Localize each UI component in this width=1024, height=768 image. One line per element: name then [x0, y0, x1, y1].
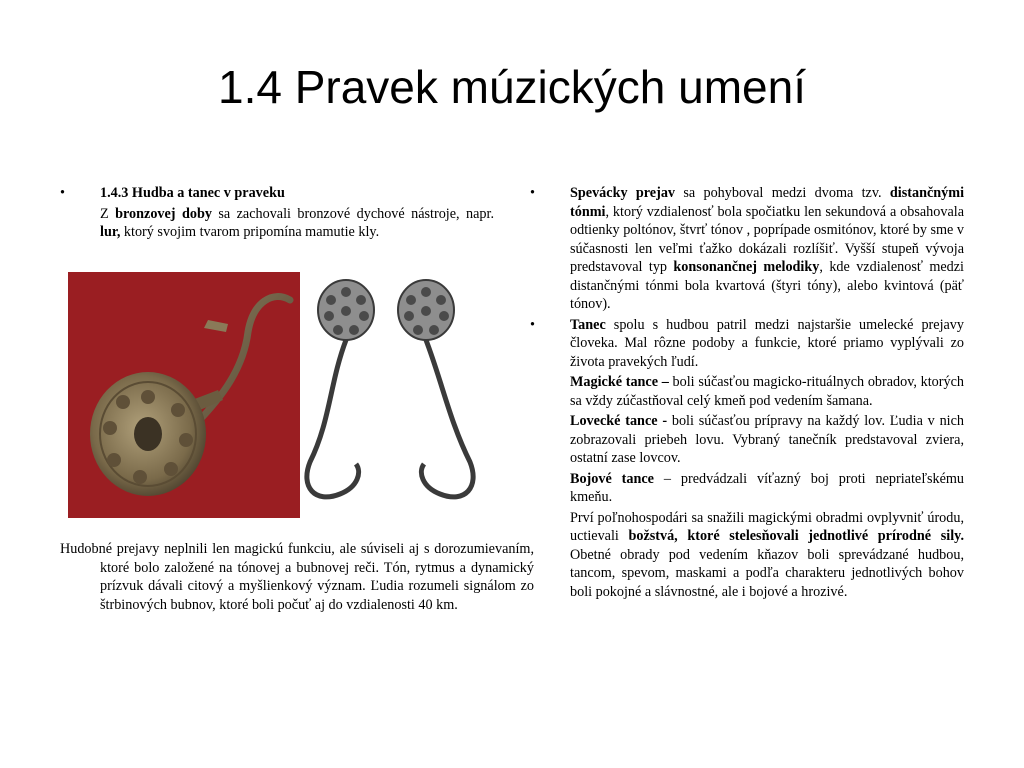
dance-text: spolu s hudbou patril medzi najstaršie umelecké prejavy človeka. Mal rôzne podoby a funkcie, ktoré priamo vyplývali zo života pravekých ľudí.: [570, 316, 964, 370]
dance-heading: Tanec: [570, 316, 606, 333]
magic-dance-heading: Magické tance –: [570, 374, 669, 390]
farmers-bold: božstvá, ktoré stelesňovali jednotlivé prírodné sily.: [628, 528, 964, 544]
left-bullet-item: [60, 184, 494, 203]
lur-images: [68, 272, 496, 520]
farmers-text-2: Obetné obrady pod vedením kňazov boli sprevádzané hudbou, tancom, spevom, maskami a podľa charakteru jednotlivých bohov boli pokojné a slávnostné, ale i bojové a hrozivé.: [570, 546, 964, 600]
singing-heading: Spevácky prejav: [570, 185, 676, 201]
hunting-dance-paragraph: [530, 412, 964, 468]
lur-pair-drawing-icon: [300, 272, 496, 520]
slide-title: 1.4 Pravek múzických umení: [217, 61, 806, 113]
war-dance-heading: Bojové tance: [570, 470, 654, 487]
hunting-dance-heading: Lovecké tance -: [570, 413, 668, 429]
war-dance-text: – predvádzali víťazný boj proti nepriateľskému kmeňu.: [570, 470, 964, 505]
bullet-marker: •: [60, 185, 65, 201]
singing-bullet-item: [530, 184, 964, 314]
singing-text-1: sa pohyboval medzi dvoma tzv.: [675, 185, 890, 201]
lur-pair-drawing: [300, 272, 496, 520]
intro-text-3: ktorý svojim tvarom pripomína mamutie kly.: [120, 224, 380, 240]
war-dance-paragraph: [530, 470, 964, 507]
singing-bold-2: distančnými tónmi: [570, 185, 965, 220]
dance-bullet-item: [530, 316, 964, 372]
magic-dance-text: boli súčasťou magicko-rituálnych obradov, ktorých sa vždy zúčastňoval celý kmeň pod vedením šamana.: [570, 374, 964, 409]
music-function-paragraph: Hudobné prejavy neplnili len magickú funkciu, ale súviseli aj s dorozumievaním, ktoré bolo založené na tónovej a bubnovej reči. Tón, rytmus a dynamický prízvuk dávali citový a myšlienkový význam. Ľudia rozumeli signálom zo štrbinových bubnov, ktoré boli počuť aj do vzdialenosti 40 km.: [60, 541, 534, 613]
farmers-paragraph: [530, 509, 964, 602]
hunting-dance-text: boli súčasťou prípravy na každý lov. Ľudia v nich zobrazovali priebeh lovu. Vybraný tanečník predstavoval zviera, ostatní zase lovcov.: [570, 413, 964, 466]
singing-bold-3: konsonančnej melodiky: [673, 259, 820, 275]
lur-horn-photo: [68, 272, 300, 518]
intro-text-2: sa zachovali bronzové dychové nástroje, napr.: [211, 205, 495, 222]
singing-text-2: , ktorý vzdialenosť bola spočiatku len sekundová a obsahovala odtienky poltónov, štvrť tónov , poprípade osmitónov, ktoré by sme v súčasnosti len veľmi ťažko dokázali rozlíšiť. Vyšší stupeň vývoja predstavoval typ: [570, 203, 964, 275]
intro-paragraph: [60, 205, 494, 242]
singing-text-3: , kde vzdialenosť medzi distančnými tónmi bola kvartová (štyri tóny), alebo kvintová (päť tónov).: [570, 259, 964, 312]
bullet-marker: •: [530, 185, 535, 201]
bullet-marker: •: [530, 316, 535, 333]
intro-bold-2: lur,: [100, 224, 121, 240]
intro-text-1: Z: [100, 205, 116, 222]
section-heading: 1.4.3 Hudba a tanec v praveku: [100, 185, 285, 201]
intro-bold-1: bronzovej doby: [115, 205, 212, 222]
left-column: [60, 184, 494, 244]
magic-dance-paragraph: [530, 373, 964, 410]
right-column: [530, 184, 964, 603]
farmers-text-1: Prví poľnohospodári sa snažili magickými obradmi ovplyvniť úrodu, uctievali: [570, 509, 964, 544]
lur-horn-photo-icon: [68, 272, 300, 518]
